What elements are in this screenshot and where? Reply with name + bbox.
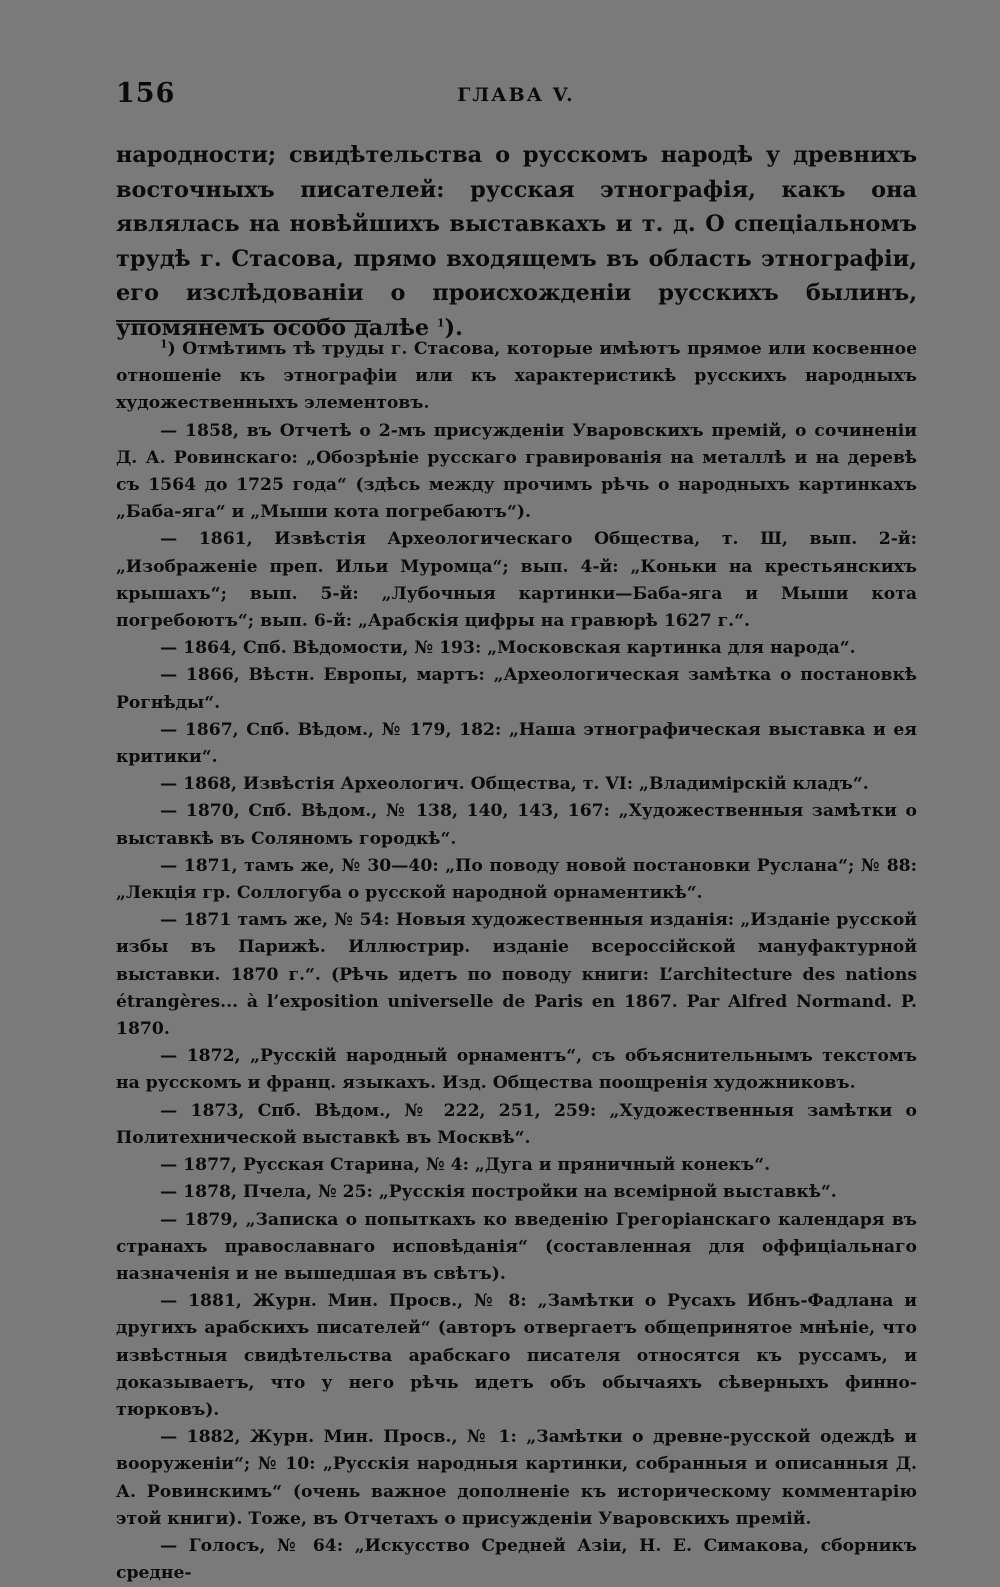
footnote-item: — 1864, Спб. Вѣдомости, № 193: „Московская картинка для народа“. [160,638,856,659]
body-paragraph-text: народности; свидѣтельства о русскомъ народѣ у древнихъ восточныхъ писателей: русская этнографія, какъ она являлась на новѣйшихъ выставкахъ и т. д. О спеціальномъ трудѣ г. Стасова, прямо входящемъ въ область этнографіи, его изслѣдованіи о происхожденіи русскихъ былинъ, упомянемъ особо далѣе [116,142,917,341]
chapter-title: ГЛАВА V. [457,84,575,106]
footnote-item: — 1868, Извѣстія Археологич. Общества, т. VI: „Владимірскій кладъ“. [160,774,869,795]
footnote-item: — 1866, Вѣстн. Европы, мартъ: „Археологическая замѣтка о постановкѣ Рогнѣды“. [116,665,917,713]
body-paragraph [116,138,917,345]
page-number: 156 [116,78,176,109]
footnote-item: — 1873, Спб. Вѣдом., № 222, 251, 259: „Художественныя замѣтки о Политехнической выставкѣ въ Москвѣ“. [116,1100,917,1148]
footnote-item: — 1881, Журн. Мин. Просв., № 8: „Замѣтки о Русахъ Ибнъ-Фадлана и другихъ арабскихъ писателей“ (авторъ отвергаетъ общепринятое мнѣніе, что извѣстныя свидѣтельства арабскаго писателя относятся къ руссамъ, и доказываетъ, что у него рѣчь идетъ объ обычаяхъ сѣверныхъ финно-тюрковъ). [116,1291,917,1420]
main-text [116,138,917,345]
footnote-text: ) Отмѣтимъ тѣ труды г. Стасова, которые имѣютъ прямое или косвенное отношеніе къ этнографіи или къ характеристикѣ русскихъ народныхъ художественныхъ элементовъ. [116,339,917,414]
footnote-item [116,336,917,418]
footnote-item: — 1878, Пчела, № 25: „Русскія постройки на всемірной выставкѣ“. [160,1182,837,1203]
footnote-marker: 1 [160,337,168,351]
footnote-item: — 1882, Журн. Мин. Просв., № 1: „Замѣтки о древне-русской одеждѣ и вооруженіи“; № 10: „Русскія народныя картинки, собранныя и описанныя Д. А. Ровинскимъ“ (очень важное дополненіе къ историческому комментарію этой книги). Тоже, въ Отчетахъ о присужденіи Уваровскихъ премій. [116,1427,917,1529]
footnote-item: — 1867, Спб. Вѣдом., № 179, 182: „Наша этнографическая выставка и ея критики“. [116,719,917,768]
footnote-item: — 1871, тамъ же, № 30—40: „По поводу новой постановки Руслана“; № 88: „Лекція гр. Соллогуба о русской народной орнаментикѣ“. [116,855,917,904]
footnote-item: — 1861, Извѣстія Археологическаго Общества, т. Ш, вып. 2-й: „Изображеніе преп. Ильи Муромца“; вып. 4-й: „Коньки на крестьянскихъ крышахъ“; вып. 5-й: „Лубочныя картинки—Баба-яга и Мыши кота погребоютъ“; вып. 6-й: „Арабскія цифры на гравюрѣ 1627 г.“. [116,529,917,632]
page-header [116,78,916,118]
footnote-item: — 1858, въ Отчетѣ о 2-мъ присужденіи Уваровскихъ премій, о сочиненіи Д. А. Ровинскаго: „Обозрѣніе русскаго гравированія на металлѣ и на деревѣ съ 1564 до 1725 года“ (здѣсь между прочимъ рѣчь о народныхъ картинкахъ „Баба-яга“ и „Мыши кота погребаютъ“). [116,420,917,523]
footnote-item: — 1879, „Записка о попыткахъ ко введенію Грегоріанскаго календаря въ странахъ православнаго исповѣданія“ (составленная для оффиціальнаго назначенія и не вышедшая въ свѣтъ). [116,1209,917,1284]
footnote-item: — 1877, Русская Старина, № 4: „Дуга и пряничный конекъ“. [160,1155,771,1176]
body-paragraph-end: ). [444,314,463,341]
footnote-item: — Голосъ, № 64: „Искусство Средней Азіи, Н. Е. Симакова, сборникъ средне- [116,1535,917,1584]
footnote-item: — 1870, Спб. Вѣдом., № 138, 140, 143, 167: „Художественныя замѣтки о выставкѣ въ Соляномъ городкѣ“. [116,801,917,849]
footnotes [116,336,917,1587]
footnote-item: — 1871 тамъ же, № 54: Новыя художественныя изданія: „Изданіе русской избы въ Парижѣ. Иллюстрир. изданіе всероссійской мануфактурной выставки. 1870 г.“. (Рѣчь идетъ по поводу книги: L’architecture des nations étrangères... à l’exposition universelle de Paris en 1867. Par Alfred Normand. P. 1870. [116,910,917,1040]
footnote-reference: 1 [436,316,445,330]
footnote-item: — 1872, „Русскій народный орнаментъ“, съ объяснительнымъ текстомъ на русскомъ и франц. языкахъ. Изд. Общества поощренія художниковъ. [116,1046,917,1094]
footnote-separator [116,320,371,322]
